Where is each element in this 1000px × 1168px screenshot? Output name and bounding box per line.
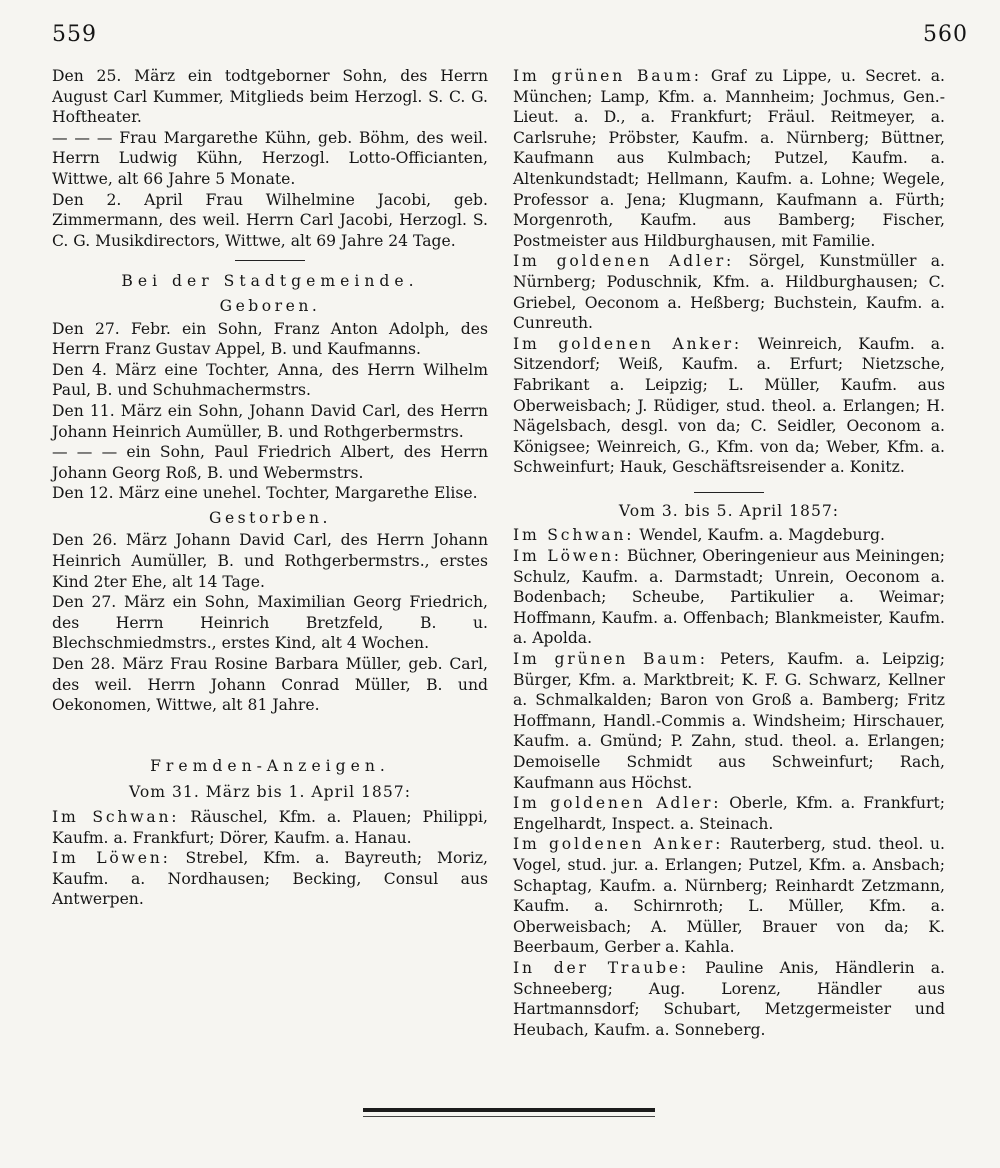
guest-entry	[52, 848, 488, 910]
guest-list: Pauline Anis, Händlerin a. Schneeberg; Aug. Lorenz, Händler aus Hartmannsdorf; Schubart, Metzgermeister und Heubach, Kaufm. a. Sonneberg.	[513, 958, 945, 1039]
right-column	[513, 66, 945, 1040]
section-title: Bei der Stadtgemeinde.	[121, 272, 419, 291]
inn-name: Im Schwan:	[513, 526, 635, 545]
death-entry: Den 2. April Frau Wilhelmine Jacobi, geb. Zimmermann, des weil. Herrn Carl Jacobi, Herzogl. S. C. G. Musikdirectors, Wittwe, alt 69 Jahre 24 Tage.	[52, 190, 488, 250]
birth-entry: — — — ein Sohn, Paul Friedrich Albert, des Herrn Johann Georg Roß, B. und Webermstrs.	[52, 443, 488, 482]
guest-list: Räuschel, Kfm. a. Plauen; Philippi, Kaufm. a. Frankfurt; Dörer, Kaufm. a. Hanau.	[52, 808, 489, 847]
inn-name: Im goldenen Anker:	[513, 835, 724, 854]
page-number-left: 559	[52, 22, 97, 47]
birth-entry: Den 11. März ein Sohn, Johann David Carl, des Herrn Johann Heinrich Aumüller, B. und Rothgerbermstrs.	[52, 401, 488, 441]
guest-entry	[513, 334, 945, 478]
guest-entry	[52, 807, 488, 848]
inn-name: In der Traube:	[513, 958, 689, 977]
guest-entry	[513, 66, 945, 251]
death-entry: Den 26. März Johann David Carl, des Herrn Johann Heinrich Aumüller, B. und Rothgerbermstrs., erstes Kind 2ter Ehe, alt 14 Tage.	[52, 531, 488, 591]
death-entry: Den 27. März ein Sohn, Maximilian Georg Friedrich, des Herrn Heinrich Bretzfeld, B. u. Blechschmiedmstrs., erstes Kind, alt 4 Wochen.	[52, 593, 488, 653]
left-column	[52, 66, 488, 910]
birth-entry: Den 12. März eine unehel. Tochter, Margarethe Elise.	[52, 484, 478, 503]
guest-entry	[513, 251, 945, 333]
inn-name: Im goldenen Anker:	[513, 334, 742, 353]
guest-entry	[513, 546, 945, 649]
guest-entry	[513, 649, 945, 793]
inn-name: Im Löwen:	[513, 547, 622, 566]
birth-entry: Den 27. Febr. ein Sohn, Franz Anton Adolph, des Herrn Franz Gustav Appel, B. und Kaufmanns.	[52, 319, 488, 359]
period-heading: Vom 3. bis 5. April 1857:	[618, 501, 840, 520]
section-divider	[235, 260, 305, 261]
inn-name: Im Schwan:	[52, 808, 180, 826]
guest-list: Oberle, Kfm. a. Frankfurt; Engelhardt, Inspect. a. Steinach.	[513, 794, 946, 833]
inn-name: Im grünen Baum:	[513, 650, 708, 669]
born-heading: Geboren.	[219, 296, 321, 315]
guest-list: Graf zu Lippe, u. Secret. a. München; Lamp, Kfm. a. Mannheim; Jochmus, Gen.-Lieut. a. D., a. Frankfurt; Fräul. Reitmeyer, a. Carlsruhe; Pröbster, Kaufm. a. Nürnberg; Büttner, Kaufmann aus Kulmbach; Putzel, Kaufm. a. Altenkundstadt; Hellmann, Kaufm. a. Lohne; Wegele, Professor a. Jena; Klugmann, Kaufmann a. Fürth; Morgenroth, Kaufm. aus Bamberg; Fischer, Postmeister aus Hildburghausen, mit Familie.	[513, 67, 946, 250]
period-heading: Vom 31. März bis 1. April 1857:	[129, 783, 411, 802]
guest-entry	[513, 793, 945, 834]
section-divider	[694, 492, 764, 493]
death-entry: — — — Frau Margarethe Kühn, geb. Böhm, des weil. Herrn Ludwig Kühn, Herzogl. Lotto-Officianten, Wittwe, alt 66 Jahre 5 Monate.	[52, 128, 488, 188]
birth-entry: Den 4. März eine Tochter, Anna, des Herrn Wilhelm Paul, B. und Schuhmachermstrs.	[52, 360, 488, 400]
inn-name: Im goldenen Adler:	[513, 794, 722, 813]
bottom-rule-thin	[363, 1116, 655, 1117]
guest-list: Strebel, Kfm. a. Bayreuth; Moriz, Kaufm. a. Nordhausen; Becking, Consul aus Antwerpen.	[52, 849, 488, 909]
guest-list: Büchner, Oberingenieur aus Meiningen; Schulz, Kaufm. a. Darmstadt; Unrein, Oeconom a. Bodenbach; Scheube, Partikulier a. Weimar; Hoffmann, Kaufm. a. Offenbach; Blankmeister, Kaufm. a. Apolda.	[513, 547, 945, 648]
inn-name: Im Löwen:	[52, 849, 171, 868]
guest-list: Sörgel, Kunstmüller a. Nürnberg; Poduschnik, Kfm. a. Hildburghausen; C. Griebel, Oeconom a. Heßberg; Buchstein, Kaufm. a. Cunreuth.	[513, 252, 946, 333]
guest-entry	[513, 834, 945, 958]
page-number-right: 560	[923, 22, 968, 47]
death-entry: Den 25. März ein todtgeborner Sohn, des Herrn August Carl Kummer, Mitglieds beim Herzogl. S. C. G. Hoftheater.	[52, 67, 488, 127]
inn-name: Im grünen Baum:	[513, 67, 702, 85]
bottom-rule	[363, 1108, 655, 1112]
death-entry: Den 28. März Frau Rosine Barbara Müller, geb. Carl, des weil. Herrn Johann Conrad Müller, B. und Oekonomen, Wittwe, alt 81 Jahre.	[52, 655, 488, 715]
died-heading: Gestorben.	[208, 508, 331, 527]
guest-list: Weinreich, Kaufm. a. Sitzendorf; Weiß, Kaufm. a. Erfurt; Nietzsche, Fabrikant a. Leipzig; L. Müller, Kaufm. aus Oberweisbach; J. Rüdiger, stud. theol. a. Erlangen; H. Nägelsbach, desgl. von da; C. Seidler, Oeconom a. Königsee; Weinreich, G., Kfm. von da; Weber, Kfm. a. Schweinfurt; Hauk, Geschäftsreisender a. Konitz.	[513, 334, 946, 477]
fremden-title: Fremden-Anzeigen.	[150, 756, 390, 775]
guest-entry	[513, 525, 945, 546]
guest-list: Rauterberg, stud. theol. u. Vogel, stud. jur. a. Erlangen; Putzel, Kfm. a. Ansbach; Schaptag, Kaufm. a. Nürnberg; Reinhardt Zetzmann, Kaufm. a. Schirnroth; L. Müller, Kfm. a. Oberweisbach; A. Müller, Brauer von da; K. Beerbaum, Gerber a. Kahla.	[513, 835, 945, 957]
guest-list: Wendel, Kaufm. a. Magdeburg.	[634, 526, 885, 545]
guest-entry	[513, 958, 945, 1040]
inn-name: Im goldenen Adler:	[513, 252, 735, 271]
guest-list: Peters, Kaufm. a. Leipzig; Bürger, Kfm. a. Marktbreit; K. F. G. Schwarz, Kellner a. Schmalkalden; Baron von Groß a. Bamberg; Fritz Hoffmann, Handl.-Commis a. Windsheim; Hirschauer, Kaufm. a. Gmünd; P. Zahn, stud. theol. a. Erlangen; Demoiselle Schmidt aus Schweinfurt; Rach, Kaufmann aus Höchst.	[513, 650, 945, 792]
